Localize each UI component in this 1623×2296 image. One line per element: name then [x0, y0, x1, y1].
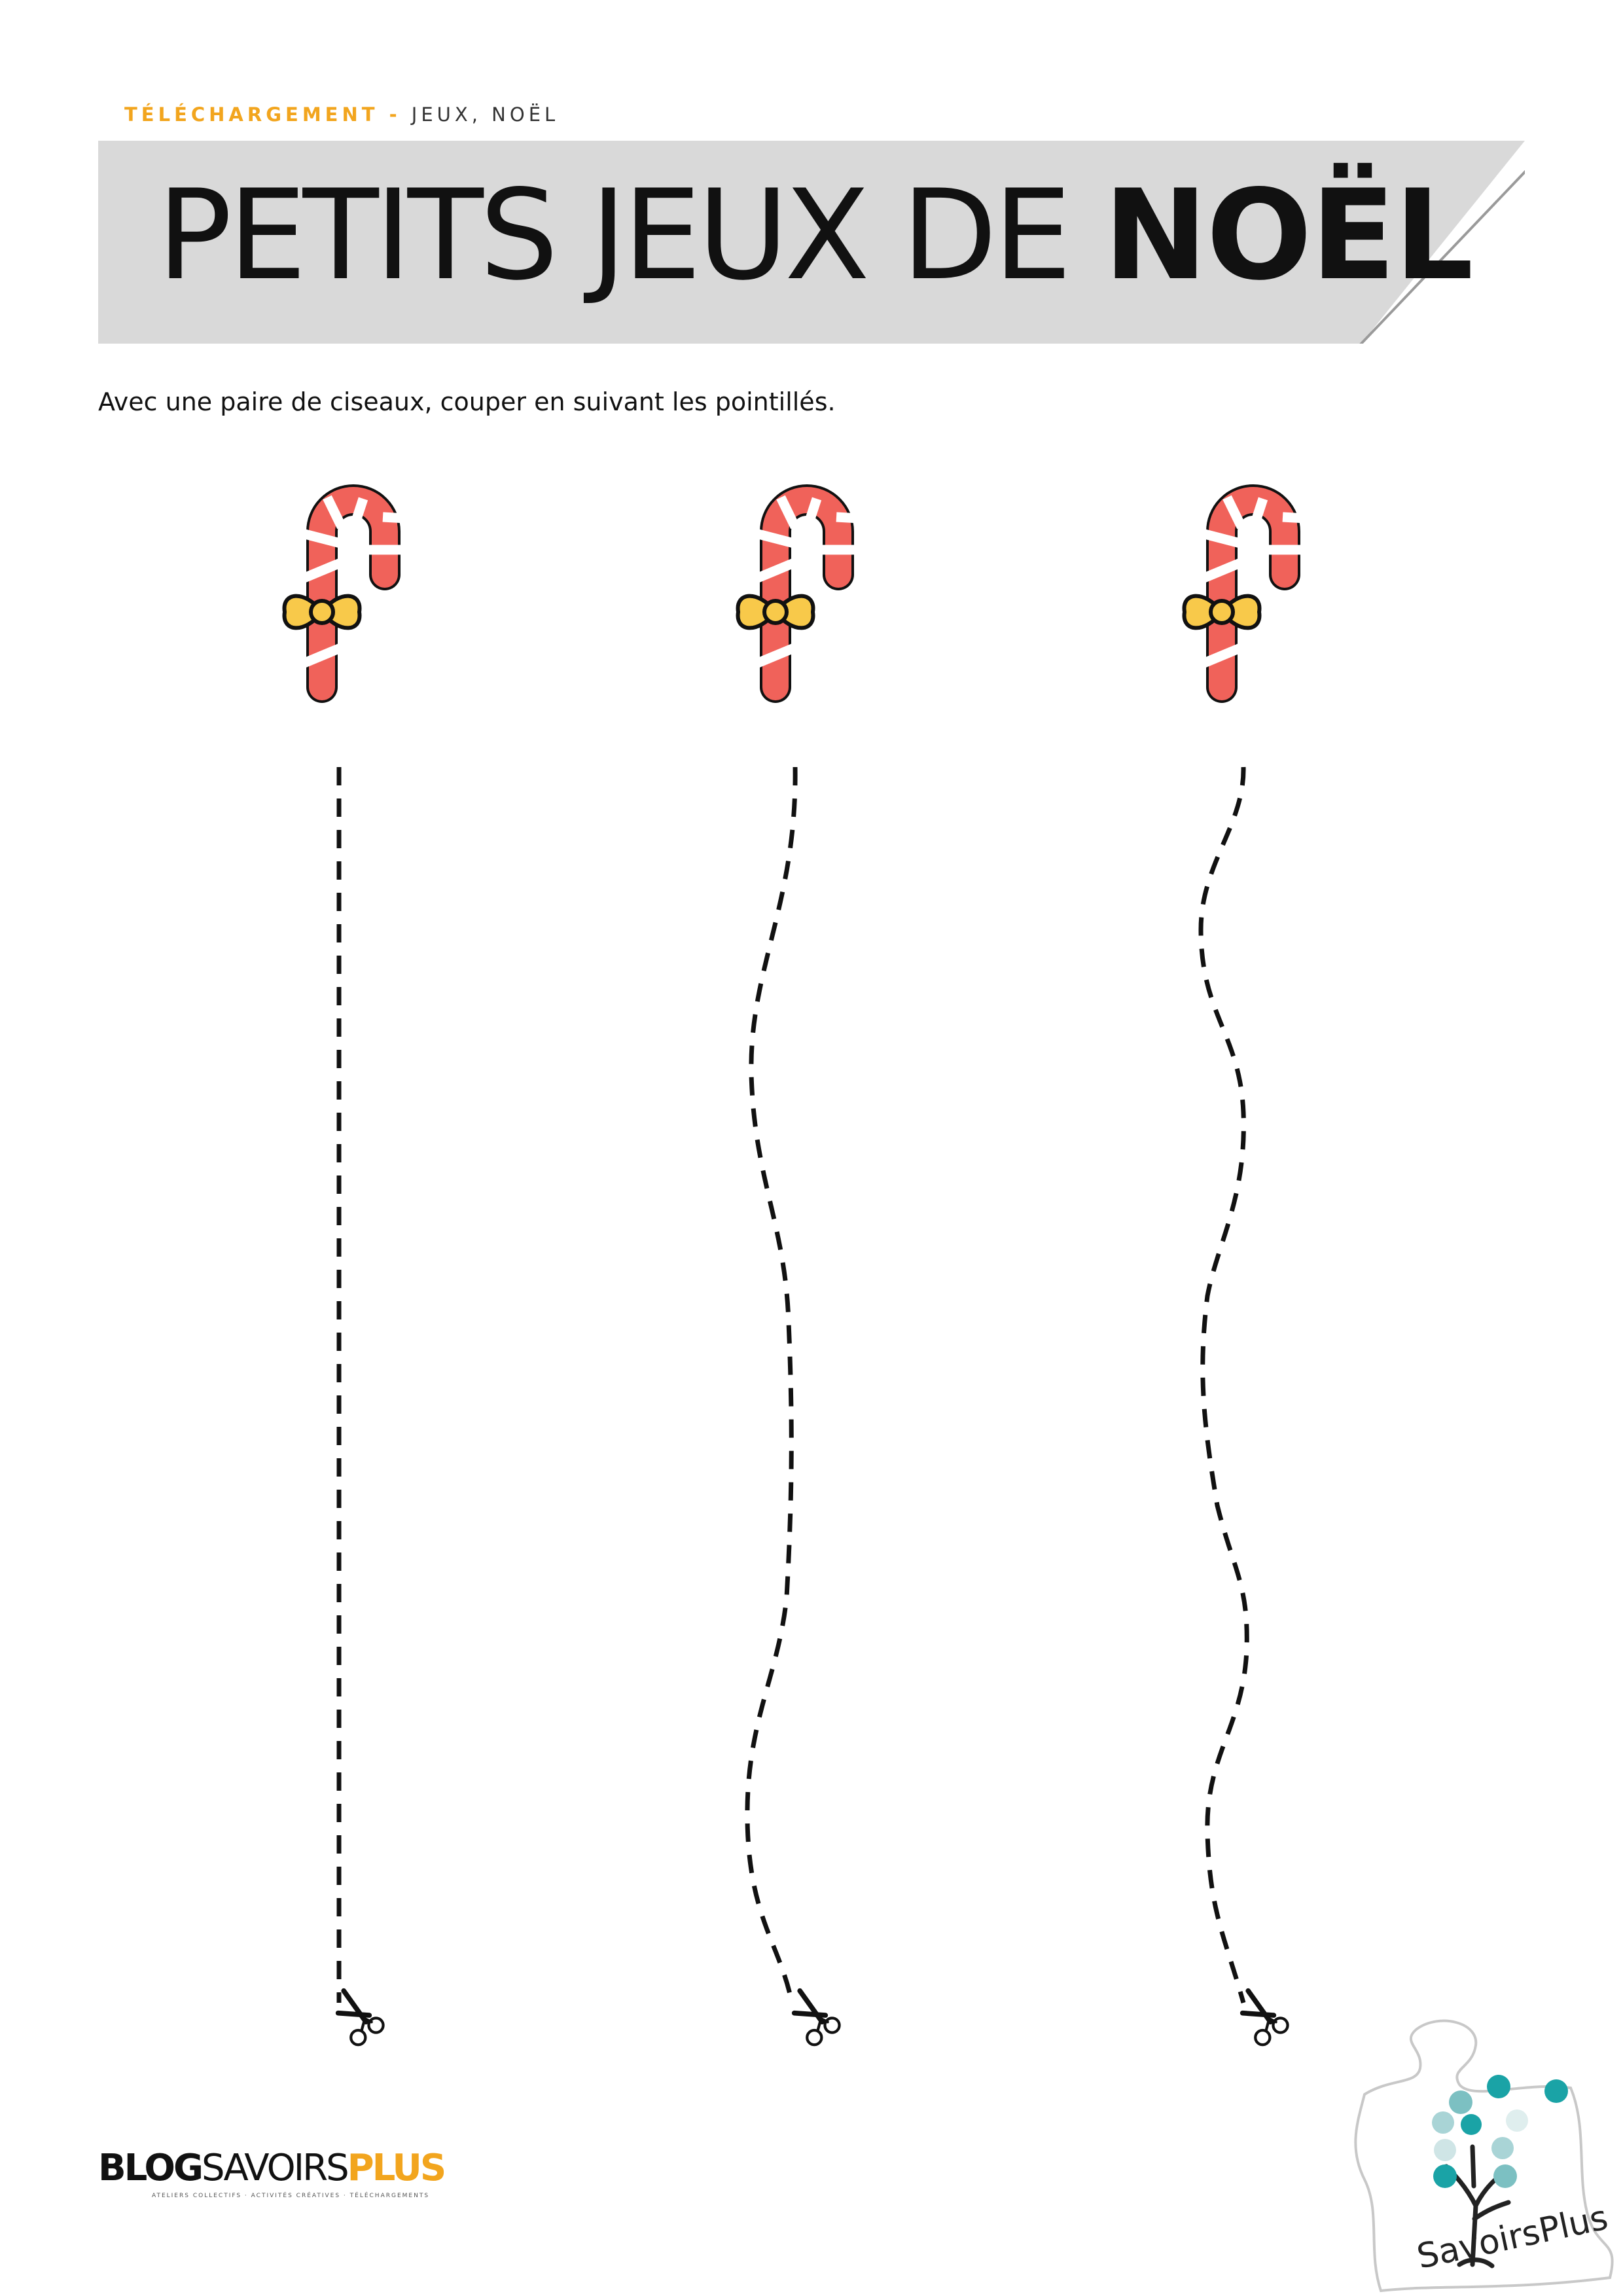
blog-logo[interactable] — [98, 2147, 444, 2189]
blog-logo-part3: PLUS — [347, 2147, 445, 2189]
breadcrumb-tags[interactable]: JEUX, NOËL — [411, 103, 560, 126]
blog-logo-part2: SAVOIRS — [201, 2147, 348, 2189]
breadcrumb-separator: - — [378, 103, 412, 126]
candy-cane-icon — [1185, 497, 1306, 687]
cut-line-very-wavy[interactable] — [1201, 767, 1247, 2003]
scissors-icon — [1243, 1991, 1288, 2045]
instructions-text: Avec une paire de ciseaux, couper en suivant les pointillés. — [98, 387, 836, 416]
cut-line-wavy[interactable] — [747, 767, 795, 2003]
candy-cane-icon — [738, 497, 859, 687]
blog-logo-part1: BLOG — [98, 2147, 202, 2189]
blog-tagline: ATELIERS COLLECTIFS · ACTIVITÉS CRÉATIVES · TÉLÉCHARGEMENTS — [152, 2193, 430, 2199]
savoirsplus-brand-name: SavoirsPlus — [1414, 2198, 1612, 2277]
scissors-icon — [794, 1991, 840, 2045]
page-title-light: PETITS JEUX DE — [157, 163, 1104, 308]
page-title-bold: NOËL — [1103, 163, 1472, 308]
candy-cane-icon — [285, 497, 406, 687]
breadcrumb-category[interactable]: TÉLÉCHARGEMENT — [124, 103, 379, 126]
scissors-icon — [338, 1991, 383, 2045]
